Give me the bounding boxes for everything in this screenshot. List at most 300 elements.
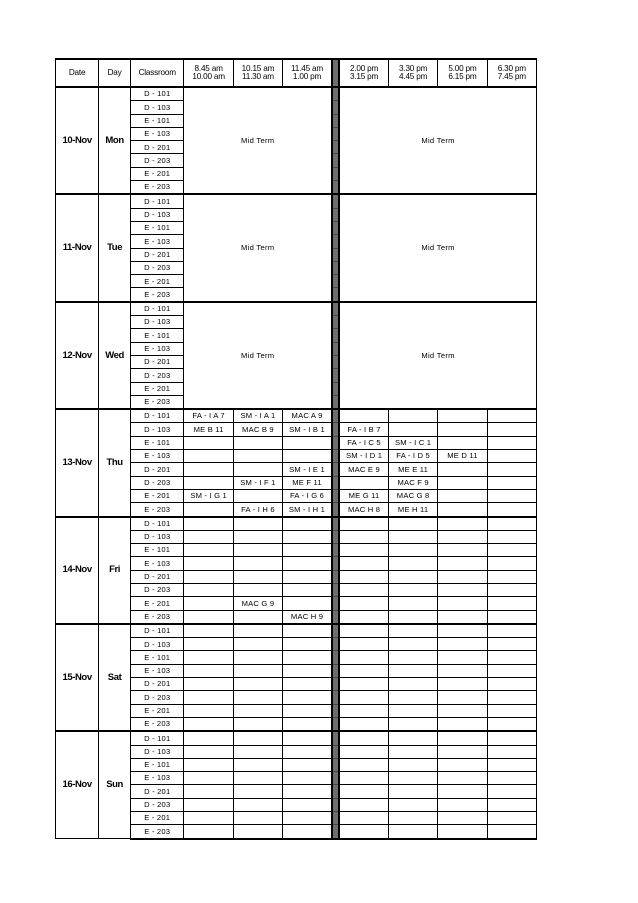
lunch-separator	[332, 624, 339, 638]
schedule-cell	[438, 476, 487, 489]
schedule-cell	[233, 651, 282, 664]
schedule-cell	[438, 717, 487, 731]
schedule-cell	[184, 691, 233, 704]
schedule-cell	[184, 557, 233, 570]
schedule-cell	[438, 798, 487, 811]
schedule-cell	[388, 758, 437, 771]
schedule-cell	[339, 638, 388, 651]
schedule-cell	[388, 691, 437, 704]
lunch-separator	[332, 316, 339, 329]
lunch-separator	[332, 382, 339, 395]
schedule-cell: SM - I B 1	[283, 423, 332, 436]
schedule-cell: MAC B 9	[233, 423, 282, 436]
lunch-separator	[332, 557, 339, 570]
lunch-separator	[332, 812, 339, 825]
schedule-cell	[487, 610, 536, 624]
schedule-cell	[339, 517, 388, 531]
table-row	[56, 194, 537, 208]
schedule-cell	[283, 557, 332, 570]
schedule-cell	[388, 530, 437, 543]
schedule-cell	[283, 678, 332, 691]
schedule-cell	[438, 731, 487, 745]
schedule-cell	[487, 704, 536, 717]
schedule-cell: ME B 11	[184, 423, 233, 436]
lunch-separator	[332, 194, 339, 208]
classroom-cell: E - 203	[131, 503, 184, 517]
schedule-cell: FA - I H 6	[233, 503, 282, 517]
classroom-cell: D - 201	[131, 248, 184, 261]
lunch-separator	[332, 395, 339, 409]
classroom-cell: D - 101	[131, 302, 184, 316]
time-slot-header: 6.30 pm 7.45 pm	[487, 59, 536, 87]
schedule-cell: ME H 11	[388, 503, 437, 517]
schedule-cell	[233, 785, 282, 798]
day-cell: Sun	[99, 731, 131, 838]
lunch-separator	[332, 798, 339, 811]
schedule-cell: MAC H 8	[339, 503, 388, 517]
schedule-cell	[487, 731, 536, 745]
time-slot-header: 8.45 am 10.00 am	[184, 59, 233, 87]
lunch-separator	[332, 651, 339, 664]
schedule-cell	[388, 704, 437, 717]
schedule-cell	[233, 583, 282, 596]
schedule-cell	[438, 624, 487, 638]
lunch-separator	[332, 275, 339, 288]
schedule-cell	[339, 610, 388, 624]
day-cell: Wed	[99, 302, 131, 409]
schedule-cell	[487, 476, 536, 489]
schedule-cell	[438, 678, 487, 691]
schedule-cell	[283, 785, 332, 798]
midterm-afternoon: Mid Term	[339, 302, 536, 409]
table-row	[56, 409, 537, 423]
schedule-cell	[339, 624, 388, 638]
schedule-cell	[184, 436, 233, 449]
schedule-cell	[438, 517, 487, 531]
schedule-cell	[438, 745, 487, 758]
schedule-cell: FA - I G 6	[283, 489, 332, 502]
schedule-cell: SM - I C 1	[388, 436, 437, 449]
schedule-cell	[487, 503, 536, 517]
lunch-separator	[332, 678, 339, 691]
lunch-separator	[332, 423, 339, 436]
lunch-separator	[332, 154, 339, 167]
classroom-cell: D - 103	[131, 423, 184, 436]
time-slot-header: 10.15 am 11.30 am	[233, 59, 282, 87]
classroom-cell: D - 201	[131, 785, 184, 798]
schedule-cell	[233, 638, 282, 651]
date-cell: 11-Nov	[56, 194, 99, 301]
schedule-cell	[388, 423, 437, 436]
schedule-cell	[339, 758, 388, 771]
schedule-cell	[283, 772, 332, 785]
classroom-cell: E - 203	[131, 288, 184, 302]
schedule-cell	[283, 731, 332, 745]
classroom-cell: D - 103	[131, 208, 184, 221]
schedule-cell	[184, 678, 233, 691]
schedule-cell	[487, 745, 536, 758]
schedule-cell	[339, 785, 388, 798]
schedule-cell	[487, 463, 536, 476]
day-cell: Mon	[99, 87, 131, 194]
schedule-cell	[388, 772, 437, 785]
lunch-separator	[332, 114, 339, 127]
schedule-cell	[283, 717, 332, 731]
date-cell: 12-Nov	[56, 302, 99, 409]
schedule-cell	[184, 731, 233, 745]
schedule-cell	[438, 597, 487, 610]
classroom-cell: D - 101	[131, 624, 184, 638]
schedule-cell	[283, 691, 332, 704]
schedule-cell	[438, 638, 487, 651]
schedule-cell	[283, 758, 332, 771]
lunch-separator	[332, 355, 339, 368]
schedule-cell	[283, 583, 332, 596]
lunch-separator	[332, 583, 339, 596]
schedule-cell	[184, 624, 233, 638]
classroom-cell: D - 103	[131, 101, 184, 114]
schedule-cell: MAC H 9	[283, 610, 332, 624]
time-slot-header: 2.00 pm 3.15 pm	[339, 59, 388, 87]
schedule-cell: MAC G 9	[233, 597, 282, 610]
schedule-cell	[388, 825, 437, 839]
classroom-cell: E - 101	[131, 436, 184, 449]
lunch-separator	[332, 704, 339, 717]
schedule-cell	[233, 772, 282, 785]
lunch-separator	[332, 87, 339, 101]
lunch-separator	[332, 59, 339, 87]
schedule-cell	[184, 503, 233, 517]
lunch-separator	[332, 517, 339, 531]
schedule-cell	[388, 583, 437, 596]
classroom-cell: E - 101	[131, 329, 184, 342]
classroom-cell: E - 103	[131, 664, 184, 677]
schedule-cell	[487, 409, 536, 423]
schedule-cell	[388, 798, 437, 811]
schedule-cell: SM - I G 1	[184, 489, 233, 502]
lunch-separator	[332, 476, 339, 489]
schedule-cell	[339, 731, 388, 745]
classroom-cell: E - 201	[131, 489, 184, 502]
schedule-cell	[388, 664, 437, 677]
schedule-cell	[283, 530, 332, 543]
schedule-cell	[283, 825, 332, 839]
date-cell: 10-Nov	[56, 87, 99, 194]
schedule-cell	[339, 651, 388, 664]
schedule-cell	[233, 570, 282, 583]
schedule-cell	[233, 758, 282, 771]
schedule-cell	[388, 597, 437, 610]
lunch-separator	[332, 235, 339, 248]
lunch-separator	[332, 288, 339, 302]
lunch-separator	[332, 409, 339, 423]
classroom-cell: E - 103	[131, 772, 184, 785]
time-slot-header: 3.30 pm 4.45 pm	[388, 59, 437, 87]
schedule-cell	[184, 638, 233, 651]
schedule-cell	[283, 651, 332, 664]
schedule-cell	[339, 704, 388, 717]
schedule-cell	[339, 664, 388, 677]
schedule-cell	[438, 772, 487, 785]
schedule-cell	[438, 423, 487, 436]
schedule-cell: MAC G 8	[388, 489, 437, 502]
schedule-cell: FA - I C 5	[339, 436, 388, 449]
schedule-cell	[388, 544, 437, 557]
schedule-cell	[438, 503, 487, 517]
date-header: Date	[56, 59, 99, 87]
schedule-cell	[487, 678, 536, 691]
schedule-cell	[339, 557, 388, 570]
classroom-cell: E - 201	[131, 382, 184, 395]
lunch-separator	[332, 248, 339, 261]
schedule-cell	[233, 557, 282, 570]
schedule-cell	[233, 731, 282, 745]
schedule-cell	[388, 745, 437, 758]
classroom-cell: E - 103	[131, 342, 184, 355]
schedule-cell	[339, 409, 388, 423]
midterm-afternoon: Mid Term	[339, 194, 536, 301]
schedule-cell	[283, 597, 332, 610]
lunch-separator	[332, 544, 339, 557]
schedule-cell	[184, 745, 233, 758]
schedule-cell	[184, 825, 233, 839]
schedule-cell	[283, 812, 332, 825]
classroom-cell: D - 101	[131, 731, 184, 745]
schedule-cell	[487, 717, 536, 731]
date-cell: 16-Nov	[56, 731, 99, 838]
classroom-header: Classroom	[131, 59, 184, 87]
lunch-separator	[332, 758, 339, 771]
schedule-cell	[388, 717, 437, 731]
schedule-cell	[438, 409, 487, 423]
schedule-cell	[184, 758, 233, 771]
classroom-cell: D - 201	[131, 463, 184, 476]
schedule-cell	[184, 772, 233, 785]
schedule-cell: ME E 11	[388, 463, 437, 476]
classroom-cell: D - 103	[131, 530, 184, 543]
midterm-morning: Mid Term	[184, 87, 332, 194]
midterm-afternoon: Mid Term	[339, 87, 536, 194]
schedule-cell	[233, 798, 282, 811]
schedule-cell	[487, 812, 536, 825]
classroom-cell: E - 201	[131, 597, 184, 610]
schedule-cell	[283, 517, 332, 531]
schedule-cell	[438, 651, 487, 664]
classroom-cell: E - 203	[131, 610, 184, 624]
schedule-cell	[487, 758, 536, 771]
schedule-cell	[388, 610, 437, 624]
classroom-cell: D - 101	[131, 87, 184, 101]
classroom-cell: E - 201	[131, 812, 184, 825]
midterm-morning: Mid Term	[184, 302, 332, 409]
schedule-cell	[438, 544, 487, 557]
timetable	[55, 58, 537, 840]
schedule-cell	[388, 731, 437, 745]
schedule-cell	[487, 798, 536, 811]
schedule-cell	[184, 544, 233, 557]
schedule-cell	[339, 798, 388, 811]
table-row	[56, 624, 537, 638]
schedule-cell	[388, 785, 437, 798]
classroom-cell: E - 101	[131, 114, 184, 127]
schedule-cell: FA - I B 7	[339, 423, 388, 436]
classroom-cell: D - 201	[131, 141, 184, 154]
schedule-cell	[438, 463, 487, 476]
schedule-cell	[184, 450, 233, 463]
lunch-separator	[332, 181, 339, 195]
schedule-cell	[184, 704, 233, 717]
table-row	[56, 87, 537, 101]
schedule-cell	[339, 772, 388, 785]
classroom-cell: D - 103	[131, 316, 184, 329]
schedule-cell	[233, 717, 282, 731]
schedule-cell	[487, 664, 536, 677]
classroom-cell: D - 203	[131, 476, 184, 489]
lunch-separator	[332, 450, 339, 463]
schedule-cell	[233, 624, 282, 638]
schedule-cell	[388, 517, 437, 531]
lunch-separator	[332, 785, 339, 798]
schedule-cell: SM - I A 1	[233, 409, 282, 423]
classroom-cell: E - 101	[131, 221, 184, 234]
schedule-cell	[233, 610, 282, 624]
schedule-cell	[184, 530, 233, 543]
schedule-cell	[487, 557, 536, 570]
classroom-cell: D - 201	[131, 678, 184, 691]
schedule-cell	[283, 624, 332, 638]
schedule-cell	[388, 678, 437, 691]
classroom-cell: D - 203	[131, 154, 184, 167]
lunch-separator	[332, 221, 339, 234]
schedule-cell	[184, 812, 233, 825]
classroom-cell: D - 103	[131, 745, 184, 758]
schedule-cell	[388, 557, 437, 570]
schedule-cell	[283, 544, 332, 557]
schedule-cell	[438, 557, 487, 570]
schedule-cell	[487, 517, 536, 531]
lunch-separator	[332, 463, 339, 476]
classroom-cell: E - 203	[131, 825, 184, 839]
classroom-cell: E - 201	[131, 275, 184, 288]
schedule-cell	[233, 463, 282, 476]
schedule-cell	[233, 489, 282, 502]
table-row	[56, 302, 537, 316]
classroom-cell: E - 103	[131, 127, 184, 140]
schedule-cell	[233, 544, 282, 557]
schedule-cell	[184, 463, 233, 476]
schedule-cell	[487, 436, 536, 449]
classroom-cell: E - 103	[131, 557, 184, 570]
lunch-separator	[332, 691, 339, 704]
schedule-cell	[233, 664, 282, 677]
lunch-separator	[332, 664, 339, 677]
classroom-cell: D - 101	[131, 409, 184, 423]
schedule-cell	[233, 825, 282, 839]
lunch-separator	[332, 302, 339, 316]
lunch-separator	[332, 127, 339, 140]
schedule-cell	[283, 798, 332, 811]
classroom-cell: E - 101	[131, 544, 184, 557]
schedule-cell	[339, 825, 388, 839]
schedule-cell	[184, 570, 233, 583]
schedule-cell	[487, 691, 536, 704]
schedule-cell: MAC E 9	[339, 463, 388, 476]
date-cell: 15-Nov	[56, 624, 99, 731]
classroom-cell: E - 203	[131, 717, 184, 731]
schedule-cell	[339, 678, 388, 691]
lunch-separator	[332, 342, 339, 355]
schedule-cell: MAC F 9	[388, 476, 437, 489]
schedule-cell	[438, 758, 487, 771]
schedule-cell: SM - I H 1	[283, 503, 332, 517]
schedule-cell	[283, 436, 332, 449]
classroom-cell: E - 101	[131, 651, 184, 664]
schedule-cell	[487, 570, 536, 583]
schedule-cell: FA - I A 7	[184, 409, 233, 423]
lunch-separator	[332, 717, 339, 731]
lunch-separator	[332, 261, 339, 274]
date-cell: 13-Nov	[56, 409, 99, 516]
timetable-body	[56, 87, 537, 839]
schedule-cell	[233, 436, 282, 449]
schedule-cell	[388, 624, 437, 638]
time-slot-header: 5.00 pm 6.15 pm	[438, 59, 487, 87]
lunch-separator	[332, 731, 339, 745]
classroom-cell: D - 203	[131, 691, 184, 704]
day-cell: Thu	[99, 409, 131, 516]
schedule-cell	[184, 597, 233, 610]
schedule-cell	[283, 745, 332, 758]
schedule-cell	[487, 624, 536, 638]
time-slot-header: 11.45 am 1.00 pm	[283, 59, 332, 87]
lunch-separator	[332, 825, 339, 839]
schedule-cell	[339, 745, 388, 758]
lunch-separator	[332, 489, 339, 502]
schedule-cell	[233, 691, 282, 704]
schedule-cell	[339, 544, 388, 557]
schedule-cell	[233, 517, 282, 531]
schedule-cell	[487, 583, 536, 596]
schedule-cell: SM - I D 1	[339, 450, 388, 463]
lunch-separator	[332, 436, 339, 449]
classroom-cell: D - 203	[131, 261, 184, 274]
schedule-cell	[283, 570, 332, 583]
classroom-cell: E - 203	[131, 395, 184, 409]
day-cell: Sat	[99, 624, 131, 731]
day-header: Day	[99, 59, 131, 87]
schedule-cell	[487, 651, 536, 664]
schedule-cell	[438, 825, 487, 839]
classroom-cell: D - 203	[131, 798, 184, 811]
schedule-cell: ME F 11	[283, 476, 332, 489]
schedule-cell	[184, 785, 233, 798]
schedule-cell	[339, 597, 388, 610]
schedule-cell: FA - I D 5	[388, 450, 437, 463]
lunch-separator	[332, 329, 339, 342]
schedule-cell	[388, 570, 437, 583]
schedule-cell	[184, 583, 233, 596]
schedule-cell	[487, 785, 536, 798]
schedule-cell	[487, 772, 536, 785]
schedule-cell: MAC A 9	[283, 409, 332, 423]
lunch-separator	[332, 208, 339, 221]
lunch-separator	[332, 570, 339, 583]
classroom-cell: D - 201	[131, 570, 184, 583]
schedule-cell	[233, 450, 282, 463]
schedule-cell	[388, 409, 437, 423]
schedule-cell	[184, 651, 233, 664]
schedule-cell	[233, 530, 282, 543]
